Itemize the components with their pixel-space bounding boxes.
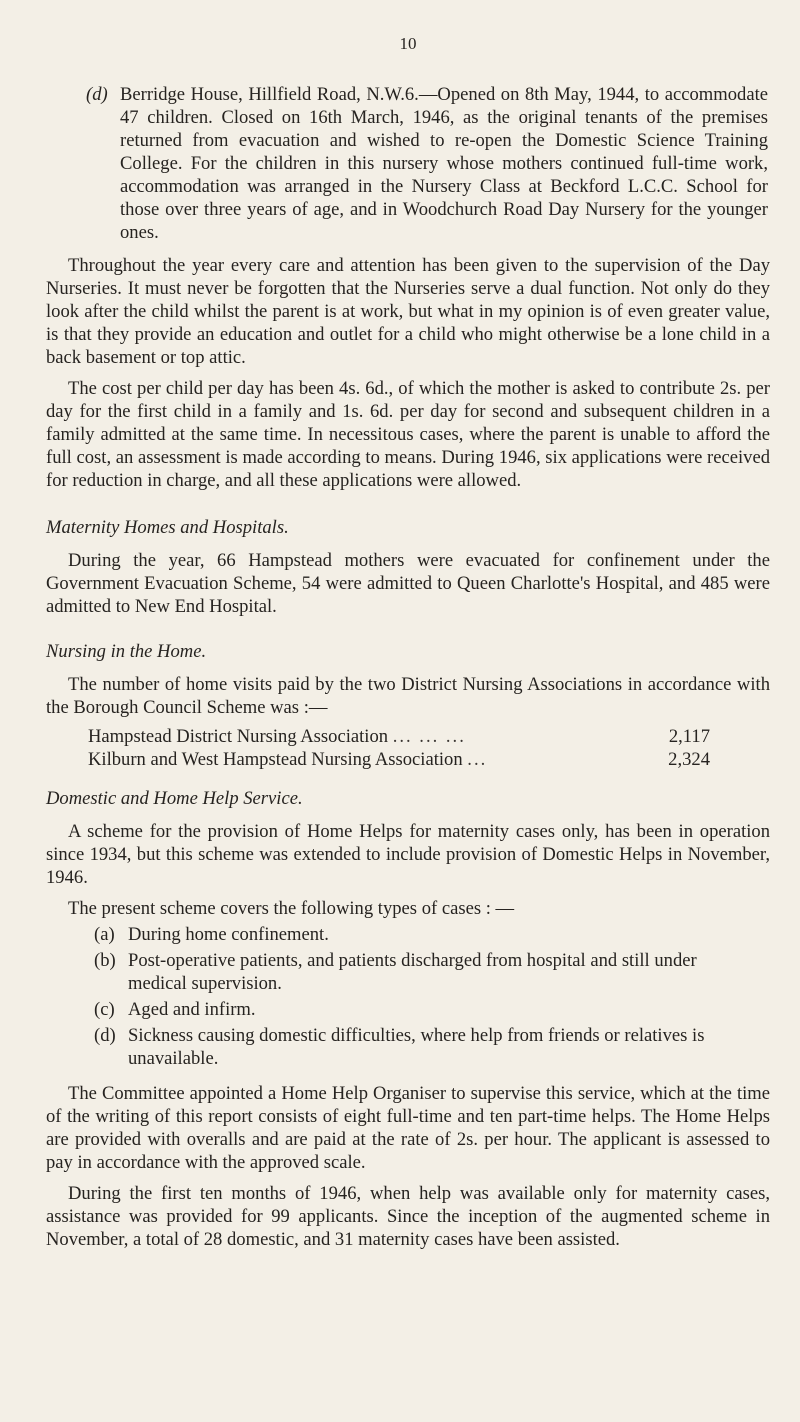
nursing-table [46, 725, 770, 771]
case-label: (b) [94, 950, 116, 971]
list-item [46, 949, 770, 995]
nursing-intro: The number of home visits paid by the two District Nursing Associations in accordance with the Borough Council Scheme was :— [46, 674, 770, 718]
list-item [46, 998, 770, 1021]
case-label: (d) [94, 1025, 116, 1046]
item-label: (d) [86, 84, 108, 105]
first-months-paragraph: During the first ten months of 1946, when help was available only for maternity cases, assistance was provided for 99 applicants. Since the inception of the augmented scheme in November, a total of 28 domestic, and 31 maternity cases have been assisted. [46, 1183, 770, 1250]
committee-paragraph: The Committee appointed a Home Help Organiser to supervise this service, which at the time of the writing of this report consists of eight full-time and ten part-time helps. The Home Helps are provided with overalls and are paid at the rate of 2s. per hour. The applicant is assessed to pay in accordance with the approved scale. [46, 1083, 770, 1173]
case-label: (c) [94, 999, 115, 1020]
case-text: Aged and infirm. [128, 999, 256, 1020]
visit-count: 2,324 [668, 749, 710, 770]
supervision-paragraph: Throughout the year every care and attention has been given to the supervision of the Day Nurseries. It must never be forgotten that the Nurseries serve a dual function. Not only do they look after the child whilst the parent is at work, but what in my opinion is of even greater value, is that they provide an education and outlet for a child who might otherwise be a lone child in a back basement or top attic. [46, 255, 770, 368]
cases-list [46, 923, 770, 1070]
table-row [46, 748, 770, 771]
list-item [46, 923, 770, 946]
maternity-paragraph: During the year, 66 Hampstead mothers were evacuated for confinement under the Government Evacuation Scheme, 54 were admitted to Queen Charlotte's Hospital, and 485 were admitted to New End Hospital. [46, 550, 770, 617]
case-text: Post-operative patients, and patients discharged from hospital and still under medical supervision. [128, 950, 697, 994]
cases-intro: The present scheme covers the following types of cases : — [68, 898, 515, 919]
case-label: (a) [94, 924, 115, 945]
case-text: Sickness causing domestic difficulties, where help from friends or relatives is unavailable. [128, 1025, 705, 1069]
case-text: During home confinement. [128, 924, 329, 945]
cost-paragraph: The cost per child per day has been 4s. 6d., of which the mother is asked to contribute 2s. per day for the first child in a family and 1s. 6d. per day for second and subsequent children in a family admitted at the same time. In necessitous cases, where the parent is unable to afford the full cost, an assessment is made according to means. During 1946, six applications were received for reduction in charge, and all these applications were allowed. [46, 378, 770, 491]
visit-count: 2,117 [668, 726, 710, 747]
maternity-heading: Maternity Homes and Hospitals. [46, 517, 289, 538]
home-help-scheme: A scheme for the provision of Home Helps for maternity cases only, has been in operation since 1934, but this scheme was extended to include provision of Domestic Helps in November, 1946. [46, 821, 770, 888]
home-help-heading: Domestic and Home Help Service. [46, 788, 303, 809]
page-number: 10 [399, 34, 417, 53]
list-item [46, 1024, 770, 1070]
association-name: Kilburn and West Hampstead Nursing Association ... [88, 749, 488, 770]
association-name: Hampstead District Nursing Association ... ... ... [88, 726, 466, 747]
nursing-heading: Nursing in the Home. [46, 641, 207, 662]
berridge-house-text: Berridge House, Hillfield Road, N.W.6.—Opened on 8th May, 1944, to accommodate 47 children. Closed on 16th March, 1946, as the original tenants of the premises returned from evacuation and wished to re-open the Domestic Science Training College. For the children in this nursery whose mothers continued full-time work, accommodation was arranged in the Nursery Class at Beckford L.C.C. School for those over three years of age, and in Woodchurch Road Day Nursery for the younger ones. [120, 84, 768, 243]
table-row [46, 725, 770, 748]
berridge-house-item [46, 83, 770, 244]
